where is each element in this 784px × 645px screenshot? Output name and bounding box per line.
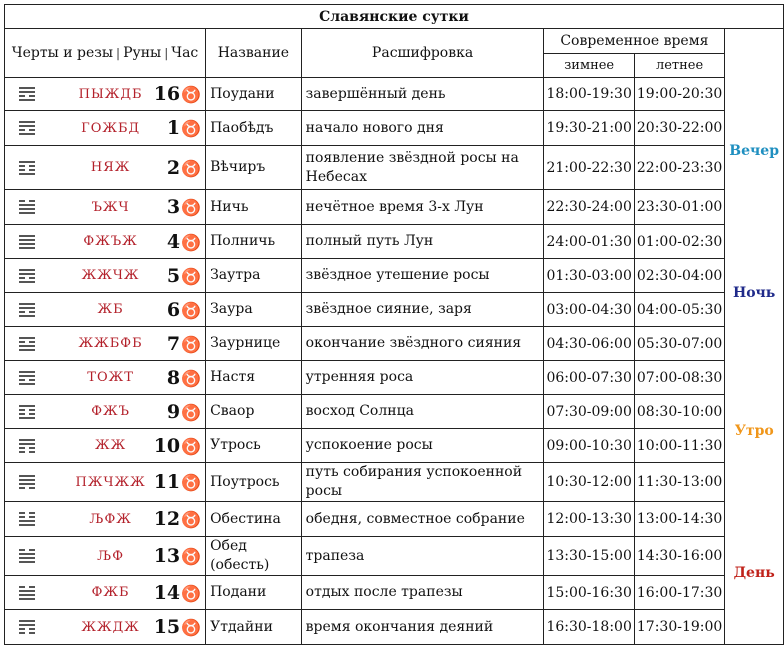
period-header <box>725 29 784 78</box>
hour-cell <box>150 610 206 645</box>
hour-number: 1 <box>166 117 181 139</box>
summer-header: летнее <box>634 54 724 78</box>
period-label-4: День <box>725 502 784 645</box>
marks-glyph-icon <box>19 403 35 421</box>
marks-glyph-icon <box>19 85 35 103</box>
meaning-cell: успокоение росы <box>301 429 544 463</box>
marks-header: Черты и резы <box>11 45 114 61</box>
hour-number: 14 <box>153 581 181 604</box>
summer-time-cell: 22:00-23:30 <box>634 146 724 190</box>
summer-time-cell: 07:00-08:30 <box>634 361 724 395</box>
name-cell: Поудани <box>206 78 302 111</box>
summer-time-cell: 04:00-05:30 <box>634 293 724 327</box>
hour-header: Час <box>171 45 199 61</box>
table-row <box>5 259 784 293</box>
marks-glyph-icon <box>19 584 35 602</box>
winter-time-cell: 21:00-22:30 <box>544 146 634 190</box>
hour-cell <box>150 190 206 225</box>
summer-time-cell: 19:00-20:30 <box>634 78 724 111</box>
hour-number: 6 <box>166 298 181 321</box>
marks-cell <box>5 537 72 576</box>
hour-cell <box>150 576 206 610</box>
hour-number: 9 <box>166 400 181 423</box>
hour-cell <box>150 395 206 429</box>
table-row <box>5 463 784 502</box>
hour-cell <box>150 537 206 576</box>
runes-cell: ЖЖ <box>72 429 150 463</box>
hour-symbol-icon: ♉ <box>181 198 202 217</box>
hour-number: 8 <box>166 366 181 389</box>
winter-time-cell: 10:30-12:00 <box>544 463 634 502</box>
hour-number: 7 <box>166 332 181 355</box>
name-cell: Утдайни <box>206 610 302 645</box>
name-cell: Заурнице <box>206 327 302 361</box>
meaning-cell: окончание звёздного сияния <box>301 327 544 361</box>
meaning-cell: восход Солнца <box>301 395 544 429</box>
marks-glyph-icon <box>19 301 35 319</box>
hour-symbol-icon: ♉ <box>181 510 202 529</box>
marks-glyph-icon <box>19 119 35 137</box>
marks-runes-hour-header: Черты и резы | Руны | Час <box>5 29 206 78</box>
runes-cell: ПЫЖДБ <box>72 78 150 111</box>
winter-time-cell: 19:30-21:00 <box>544 111 634 146</box>
meaning-cell: начало нового дня <box>301 111 544 146</box>
hour-cell <box>150 327 206 361</box>
meaning-cell: время окончания деяний <box>301 610 544 645</box>
hour-symbol-icon: ♉ <box>181 85 202 104</box>
summer-time-cell: 17:30-19:00 <box>634 610 724 645</box>
name-cell: Утрось <box>206 429 302 463</box>
hour-cell <box>150 463 206 502</box>
period-label-3: Утро <box>725 361 784 502</box>
hour-number: 13 <box>153 545 181 567</box>
table-row <box>5 361 784 395</box>
hour-cell <box>150 146 206 190</box>
meaning-cell: появление звёздной росы на Небесах <box>301 146 544 190</box>
hour-symbol-icon: ♉ <box>181 402 202 422</box>
hour-cell <box>150 225 206 259</box>
marks-cell <box>5 463 72 502</box>
hour-cell <box>150 259 206 293</box>
marks-cell <box>5 610 72 645</box>
summer-time-cell: 16:00-17:30 <box>634 576 724 610</box>
marks-glyph-icon <box>19 437 35 455</box>
hour-cell <box>150 111 206 146</box>
meaning-cell: полный путь Лун <box>301 225 544 259</box>
table-row <box>5 225 784 259</box>
name-cell: Обед (обесть) <box>206 537 302 576</box>
hour-symbol-icon: ♉ <box>181 618 202 637</box>
marks-glyph-icon <box>19 198 35 216</box>
marks-cell <box>5 259 72 293</box>
hour-number: 10 <box>153 434 181 457</box>
winter-time-cell: 09:00-10:30 <box>544 429 634 463</box>
marks-cell <box>5 361 72 395</box>
runes-cell: ЖЖБФБ <box>72 327 150 361</box>
name-cell: Полничь <box>206 225 302 259</box>
meaning-cell: путь собирания успокоенной росы <box>301 463 544 502</box>
name-cell: Паобѣдъ <box>206 111 302 146</box>
period-label-2: Ночь <box>725 225 784 361</box>
table-title: Славянские сутки <box>5 5 784 29</box>
winter-time-cell: 16:30-18:00 <box>544 610 634 645</box>
marks-glyph-icon <box>19 547 35 565</box>
summer-time-cell: 11:30-13:00 <box>634 463 724 502</box>
winter-time-cell: 18:00-19:30 <box>544 78 634 111</box>
table-row <box>5 146 784 190</box>
summer-time-cell: 08:30-10:00 <box>634 395 724 429</box>
meaning-cell: утренняя роса <box>301 361 544 395</box>
name-cell: Ничь <box>206 190 302 225</box>
meaning-cell: отдых после трапезы <box>301 576 544 610</box>
marks-glyph-icon <box>19 473 35 491</box>
meaning-cell: звёздное сияние, заря <box>301 293 544 327</box>
marks-glyph-icon <box>19 618 35 636</box>
hour-symbol-icon: ♉ <box>181 473 202 492</box>
meaning-cell: нечётное время 3-х Лун <box>301 190 544 225</box>
table-row <box>5 111 784 146</box>
winter-time-cell: 22:30-24:00 <box>544 190 634 225</box>
runes-cell: ЉФ <box>72 537 150 576</box>
runes-cell: ЖЖЧЖ <box>72 259 150 293</box>
runes-cell: ПЖЧЖЖ <box>72 463 150 502</box>
hour-cell <box>150 293 206 327</box>
winter-time-cell: 06:00-07:30 <box>544 361 634 395</box>
runes-cell: ГОЖБД <box>72 111 150 146</box>
name-cell: Подани <box>206 576 302 610</box>
hour-symbol-icon: ♉ <box>181 232 202 252</box>
table-row <box>5 293 784 327</box>
summer-time-cell: 20:30-22:00 <box>634 111 724 146</box>
meaning-cell: завершённый день <box>301 78 544 111</box>
name-cell: Заутра <box>206 259 302 293</box>
runes-cell: ФЖЪ <box>72 395 150 429</box>
winter-time-cell: 15:00-16:30 <box>544 576 634 610</box>
meaning-header: Расшифровка <box>301 29 544 78</box>
summer-time-cell: 14:30-16:00 <box>634 537 724 576</box>
runes-cell: ЉФЖ <box>72 502 150 537</box>
period-label-1: Вечер <box>725 78 784 225</box>
winter-time-cell: 12:00-13:30 <box>544 502 634 537</box>
hour-symbol-icon: ♉ <box>181 158 202 178</box>
runes-cell: ФЖБ <box>72 576 150 610</box>
name-cell: Обестина <box>206 502 302 537</box>
hour-symbol-icon: ♉ <box>181 334 202 354</box>
table-row <box>5 502 784 537</box>
runes-cell: ФЖЪЖ <box>72 225 150 259</box>
runes-cell: НЯЖ <box>72 146 150 190</box>
marks-cell <box>5 190 72 225</box>
marks-glyph-icon <box>19 510 35 528</box>
winter-time-cell: 04:30-06:00 <box>544 327 634 361</box>
marks-cell <box>5 327 72 361</box>
hour-cell <box>150 78 206 111</box>
marks-glyph-icon <box>19 267 35 285</box>
table-row <box>5 610 784 645</box>
runes-cell: ЪЖЧ <box>72 190 150 225</box>
hour-number: 2 <box>166 156 181 179</box>
marks-cell <box>5 78 72 111</box>
table-row <box>5 576 784 610</box>
summer-time-cell: 02:30-04:00 <box>634 259 724 293</box>
summer-time-cell: 10:00-11:30 <box>634 429 724 463</box>
marks-cell <box>5 146 72 190</box>
hour-cell <box>150 429 206 463</box>
hour-symbol-icon: ♉ <box>181 368 202 388</box>
hour-number: 12 <box>153 508 181 530</box>
meaning-cell: звёздное утешение росы <box>301 259 544 293</box>
runes-cell: ЖЖДЖ <box>72 610 150 645</box>
hour-symbol-icon: ♉ <box>181 547 202 566</box>
hour-symbol-icon: ♉ <box>181 583 202 603</box>
name-header: Название <box>206 29 302 78</box>
table-row <box>5 537 784 576</box>
modern-time-header: Современное время <box>544 29 725 54</box>
marks-glyph-icon <box>19 159 35 177</box>
hour-cell <box>150 502 206 537</box>
summer-time-cell: 23:30-01:00 <box>634 190 724 225</box>
hour-symbol-icon: ♉ <box>181 266 202 286</box>
hour-symbol-icon: ♉ <box>181 436 202 456</box>
hour-cell <box>150 361 206 395</box>
hour-number: 11 <box>153 471 181 493</box>
runes-header: Руны <box>123 45 162 61</box>
meaning-cell: обедня, совместное собрание <box>301 502 544 537</box>
name-cell: Настя <box>206 361 302 395</box>
hour-symbol-icon: ♉ <box>181 119 202 138</box>
winter-header: зимнее <box>544 54 634 78</box>
marks-cell <box>5 429 72 463</box>
marks-cell <box>5 502 72 537</box>
winter-time-cell: 01:30-03:00 <box>544 259 634 293</box>
winter-time-cell: 07:30-09:00 <box>544 395 634 429</box>
hour-number: 5 <box>166 264 181 287</box>
summer-time-cell: 01:00-02:30 <box>634 225 724 259</box>
marks-cell <box>5 293 72 327</box>
table-row <box>5 190 784 225</box>
winter-time-cell: 24:00-01:30 <box>544 225 634 259</box>
winter-time-cell: 03:00-04:30 <box>544 293 634 327</box>
summer-time-cell: 13:00-14:30 <box>634 502 724 537</box>
meaning-cell: трапеза <box>301 537 544 576</box>
table-row <box>5 429 784 463</box>
hour-number: 16 <box>153 83 181 105</box>
marks-glyph-icon <box>19 335 35 353</box>
winter-time-cell: 13:30-15:00 <box>544 537 634 576</box>
marks-cell <box>5 576 72 610</box>
slavic-day-table <box>4 4 784 645</box>
table-row <box>5 327 784 361</box>
marks-cell <box>5 395 72 429</box>
marks-cell <box>5 225 72 259</box>
marks-glyph-icon <box>19 233 35 251</box>
table-row <box>5 78 784 111</box>
runes-cell: ТОЖТ <box>72 361 150 395</box>
name-cell: Сваор <box>206 395 302 429</box>
hour-symbol-icon: ♉ <box>181 300 202 320</box>
marks-cell <box>5 111 72 146</box>
runes-cell: ЖБ <box>72 293 150 327</box>
marks-glyph-icon <box>19 369 35 387</box>
name-cell: Заура <box>206 293 302 327</box>
hour-number: 3 <box>166 196 181 218</box>
hour-number: 4 <box>166 230 181 253</box>
table-row <box>5 395 784 429</box>
summer-time-cell: 05:30-07:00 <box>634 327 724 361</box>
name-cell: Поутрось <box>206 463 302 502</box>
hour-number: 15 <box>153 616 181 638</box>
name-cell: Вѣчиръ <box>206 146 302 190</box>
